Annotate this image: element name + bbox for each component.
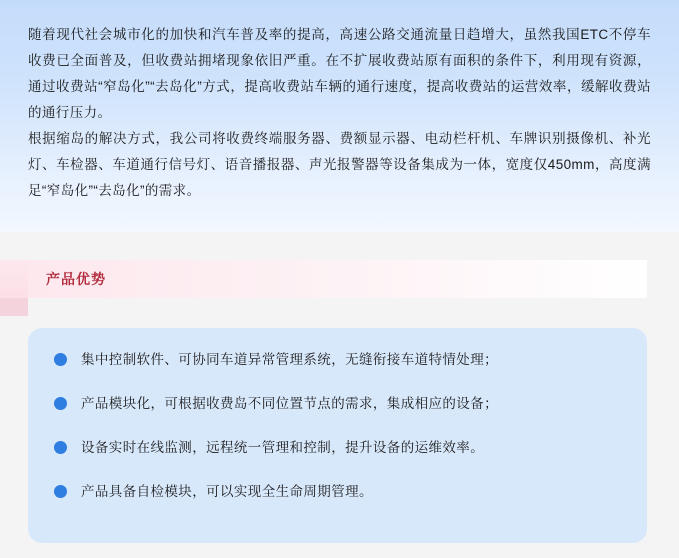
list-item xyxy=(54,394,621,414)
list-item-text: 产品模块化，可根据收费岛不同位置节点的需求，集成相应的设备； xyxy=(81,396,498,411)
section-title-bar xyxy=(28,260,647,298)
intro-paragraph-2: 根据缩岛的解决方式，我公司将收费终端服务器、费额显示器、电动栏杆机、车牌识别摄像机、补光灯、车检器、车道通行信号灯、语音播报器、声光报警器等设备集成为一体，宽度仅450mm，高度满足“窄岛化”“去岛化”的需求。 xyxy=(28,131,651,198)
list-item-text: 集中控制软件、可协同车道异常管理系统，无缝衔接车道特情处理； xyxy=(81,352,498,367)
section-title: 产品优势 xyxy=(46,271,106,287)
advantages-list xyxy=(54,350,621,502)
list-item xyxy=(54,438,621,458)
section-title-wrap xyxy=(0,232,679,298)
intro-panel xyxy=(0,0,679,232)
bullet-icon xyxy=(54,397,67,410)
list-item-text: 设备实时在线监测，远程统一管理和控制，提升设备的运维效率。 xyxy=(81,440,485,455)
bullet-icon xyxy=(54,441,67,454)
advantages-card xyxy=(28,328,647,543)
bullet-icon xyxy=(54,353,67,366)
list-item-text: 产品具备自检模块，可以实现全生命周期管理。 xyxy=(81,484,373,499)
intro-paragraph-1: 随着现代社会城市化的加快和汽车普及率的提高，高速公路交通流量日趋增大，虽然我国ETC不停车收费已全面普及，但收费站拥堵现象依旧严重。在不扩展收费站原有面积的条件下，利用现有资源，通过收费站“窄岛化”“去岛化”方式，提高收费站车辆的通行速度，提高收费站的运营效率，缓解收费站的通行压力。 xyxy=(28,27,651,120)
list-item xyxy=(54,350,621,370)
advantages-section xyxy=(0,232,679,558)
bullet-icon xyxy=(54,485,67,498)
intro-text-block xyxy=(28,22,651,204)
list-item xyxy=(54,482,621,502)
